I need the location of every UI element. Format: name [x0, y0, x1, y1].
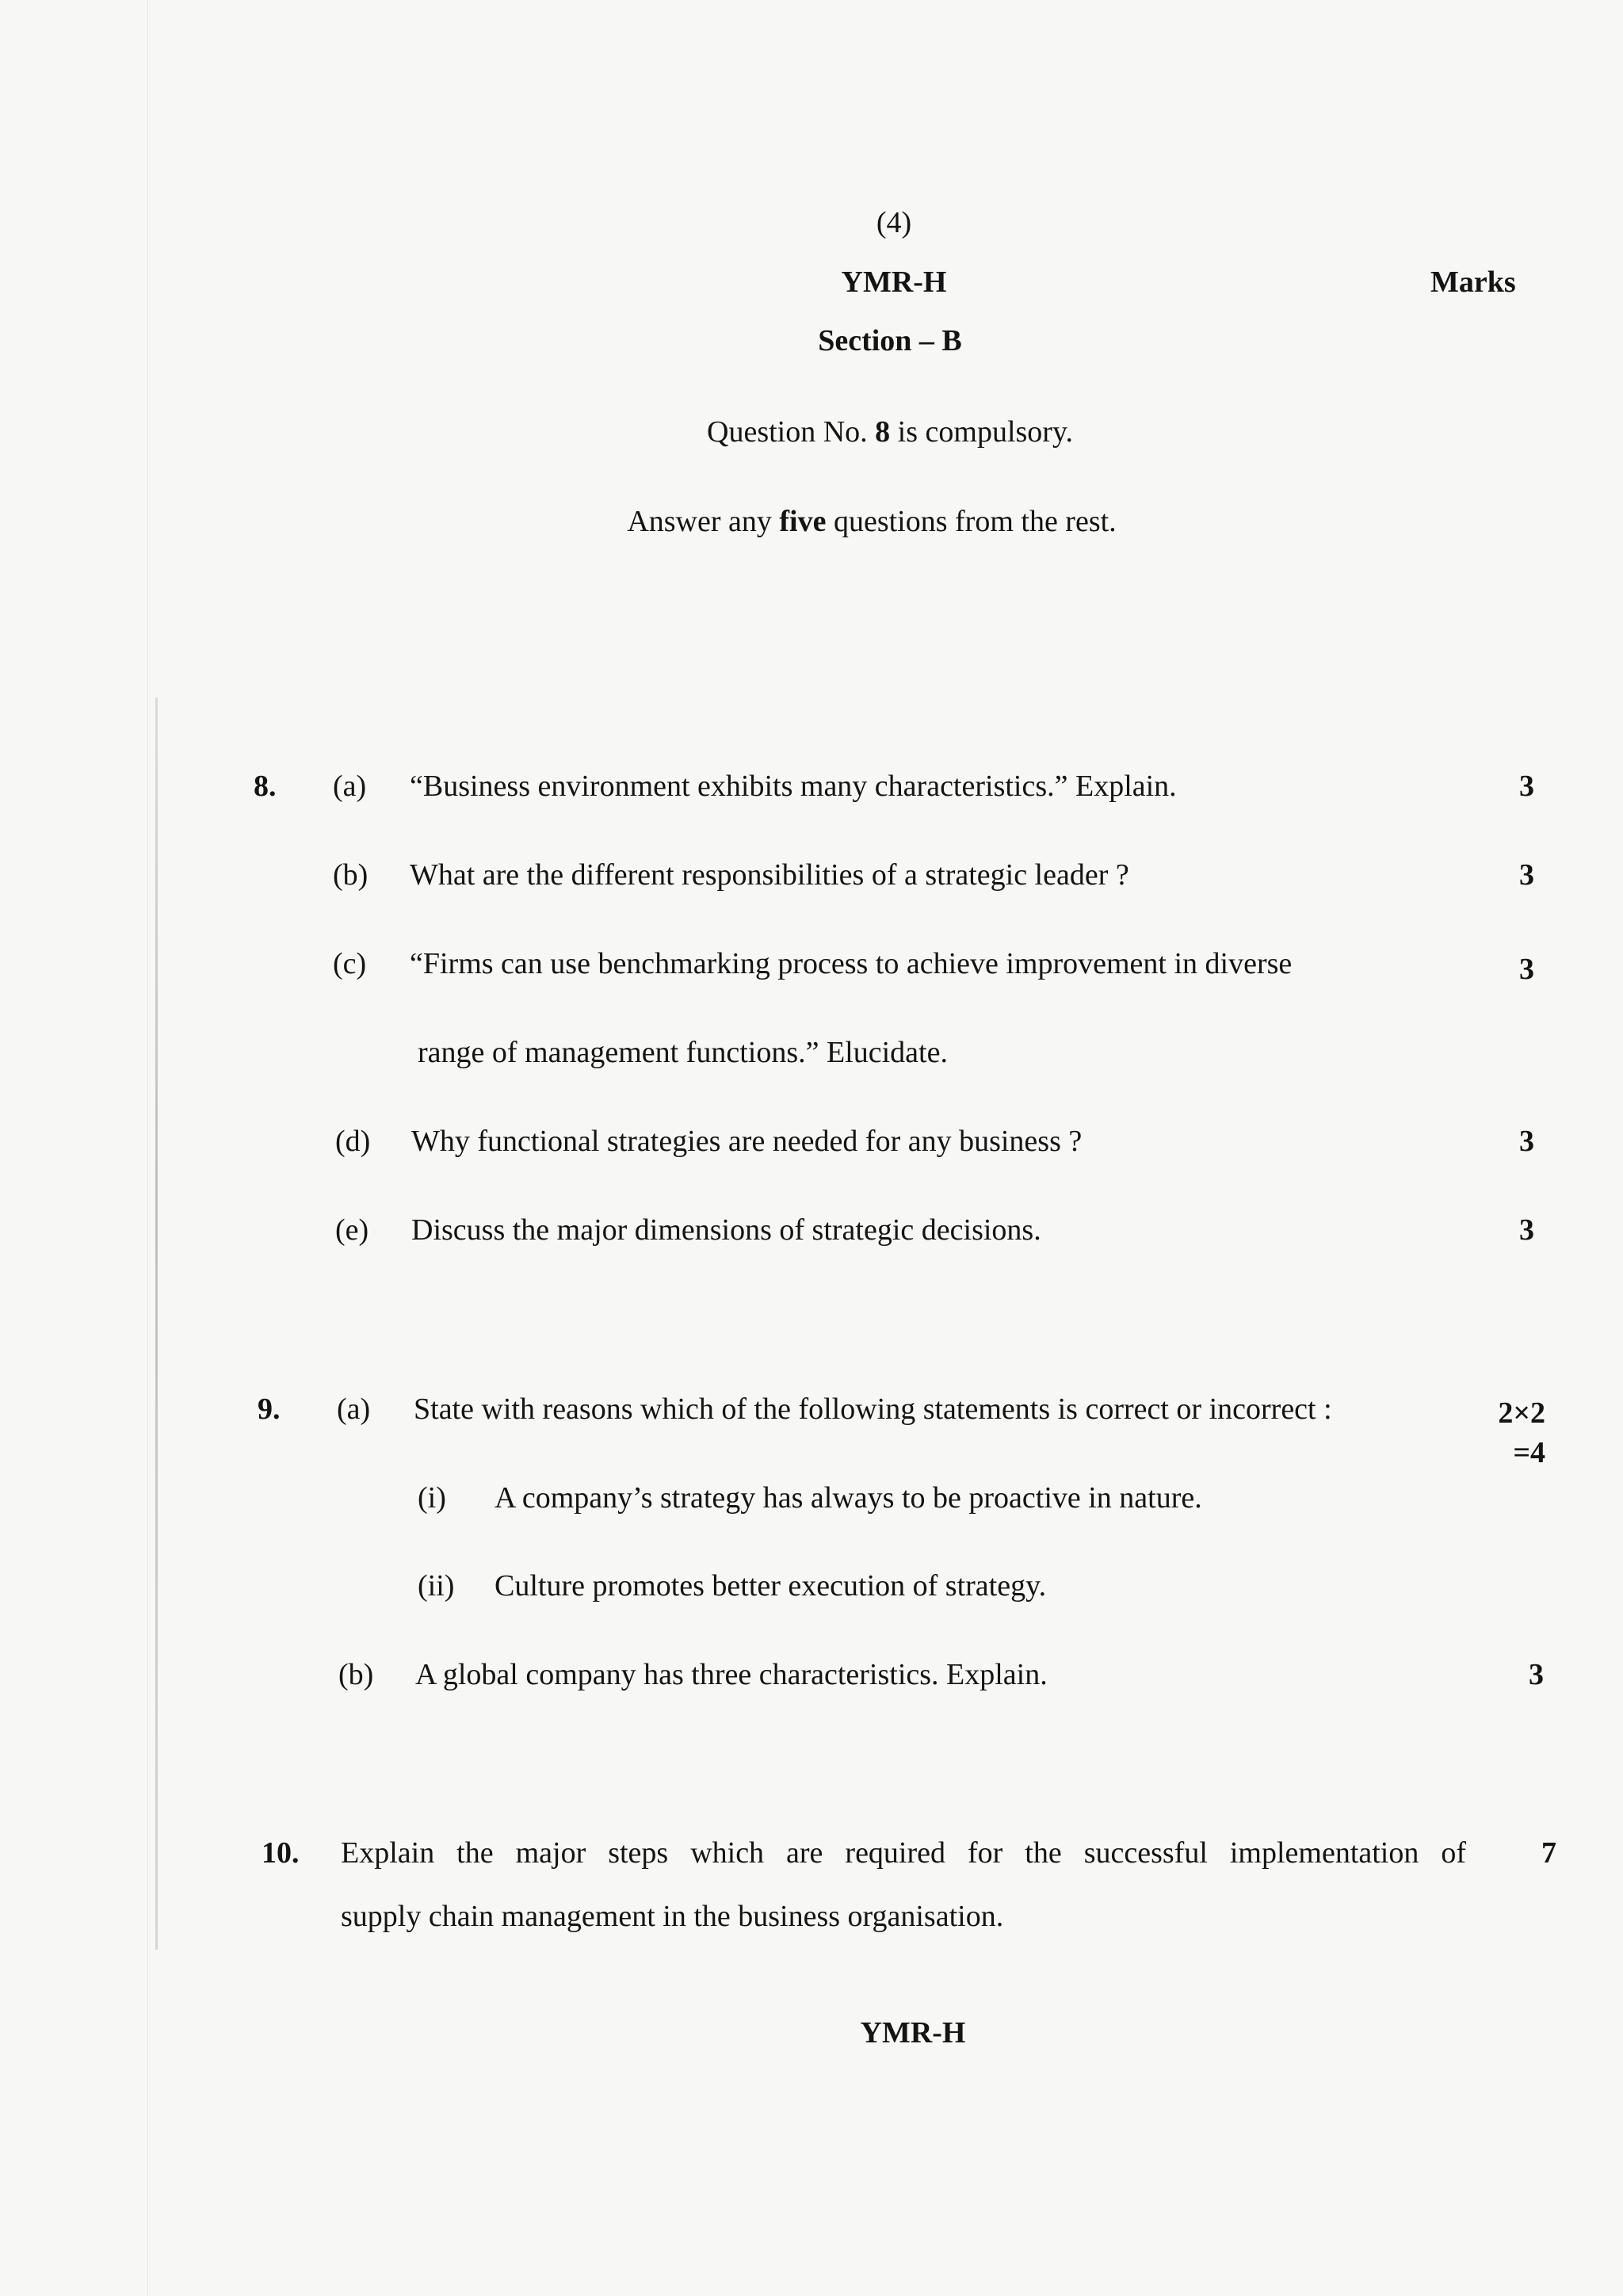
part-label: (b) — [333, 858, 369, 892]
part-label: (e) — [335, 1213, 369, 1247]
footer-paper-code: YMR-H — [860, 2016, 966, 2050]
question-text: What are the different responsibilities of a strategic leader ? — [410, 858, 1129, 892]
statement-text: A company’s strategy has always to be proactive in nature. — [495, 1481, 1202, 1515]
instruction-compulsory: Question No. 8 is compulsory. — [707, 415, 1073, 449]
scan-artifact — [155, 697, 158, 1950]
marks-heading: Marks — [1430, 266, 1516, 299]
part-label: (a) — [333, 770, 367, 803]
question-number: 9. — [258, 1392, 281, 1426]
part-label: (a) — [337, 1392, 371, 1426]
marks-value: 2×2 — [1498, 1396, 1545, 1430]
paper-code: YMR-H — [841, 266, 947, 299]
question-number: 10. — [262, 1836, 300, 1870]
question-text-continued: range of management functions.” Elucidate. — [418, 1036, 948, 1069]
question-text: “Business environment exhibits many characteristics.” Explain. — [410, 770, 1177, 803]
marks-total: =4 — [1513, 1436, 1545, 1469]
page-number: (4) — [876, 206, 912, 239]
question-text-continued: supply chain management in the business organisation. — [341, 1900, 1004, 1933]
subpart-label: (ii) — [418, 1569, 455, 1603]
section-title: Section – B — [818, 324, 962, 357]
question-text: State with reasons which of the following statements is correct or incorrect : — [414, 1392, 1332, 1426]
marks-value: 3 — [1529, 1658, 1544, 1691]
part-label: (d) — [335, 1125, 371, 1158]
marks-value: 3 — [1519, 770, 1534, 803]
marks-value: 3 — [1519, 1125, 1534, 1158]
part-label: (c) — [333, 947, 367, 980]
question-text: Why functional strategies are needed for any business ? — [411, 1125, 1083, 1158]
question-text: Explain the major steps which are required for the successful implementation of — [341, 1836, 1466, 1870]
marks-value: 3 — [1519, 858, 1534, 892]
question-text: A global company has three characteristics. Explain. — [415, 1658, 1048, 1691]
marks-value: 3 — [1519, 1213, 1534, 1247]
subpart-label: (i) — [418, 1481, 446, 1515]
marks-value: 7 — [1541, 1836, 1556, 1870]
question-number: 8. — [254, 770, 277, 803]
question-text: “Firms can use benchmarking process to achieve improvement in diverse — [410, 947, 1293, 980]
question-text: Discuss the major dimensions of strategic decisions. — [411, 1213, 1041, 1247]
marks-value: 3 — [1519, 953, 1534, 986]
instruction-answer-five: Answer any five questions from the rest. — [627, 505, 1117, 538]
scan-artifact — [147, 0, 148, 2296]
part-label: (b) — [338, 1658, 374, 1691]
statement-text: Culture promotes better execution of strategy. — [495, 1569, 1047, 1603]
